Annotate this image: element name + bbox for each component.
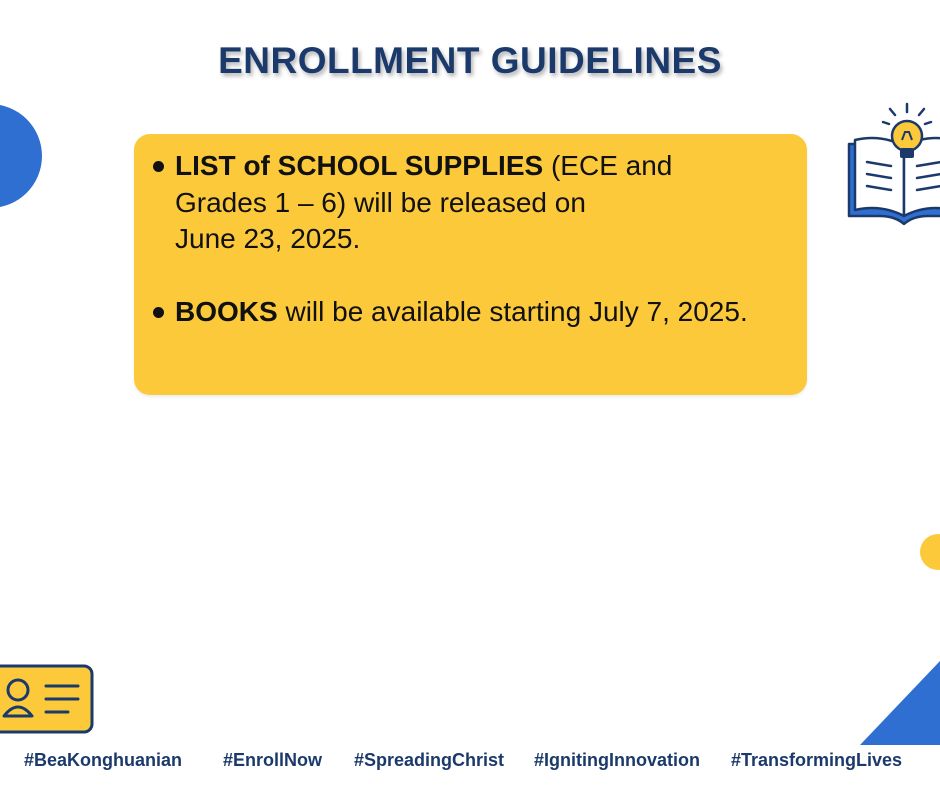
- hashtag-enrollnow: #EnrollNow: [223, 750, 323, 770]
- list-item-books: [151, 294, 789, 331]
- decorative-yellow-dot: [920, 534, 940, 570]
- school-supplies-text-2: Grades 1 – 6) will be released on: [175, 186, 586, 218]
- hashtag-spreadingchrist: #SpreadingChrist: [354, 750, 505, 770]
- hashtag-ignitinginnovation: #IgnitingInnovation: [534, 750, 700, 770]
- decorative-blue-circle: [0, 104, 42, 208]
- bullet-dot: [153, 161, 164, 172]
- list-item-school-supplies: [151, 148, 789, 258]
- guidelines-card: [134, 134, 807, 395]
- hashtag-beakonghuanian: #BeaKonghuanian: [24, 750, 183, 770]
- id-card-icon: [0, 664, 95, 736]
- school-supplies-date: June 23, 2025.: [175, 223, 361, 254]
- open-book-lightbulb-icon: [847, 100, 940, 226]
- hashtag-footer: [0, 750, 940, 774]
- page-title: ENROLLMENT GUIDELINES: [218, 40, 722, 81]
- bullet-dot: [153, 307, 164, 318]
- school-supplies-text-1: (ECE and: [543, 150, 673, 181]
- decorative-blue-triangle: [860, 661, 940, 745]
- guidelines-list: [151, 148, 789, 330]
- school-supplies-label: LIST of SCHOOL SUPPLIES: [175, 150, 544, 181]
- hashtag-transforminglives: #TransformingLives: [731, 750, 903, 770]
- books-text: will be available starting July 7, 2025.: [277, 295, 748, 327]
- books-label: BOOKS: [175, 295, 278, 327]
